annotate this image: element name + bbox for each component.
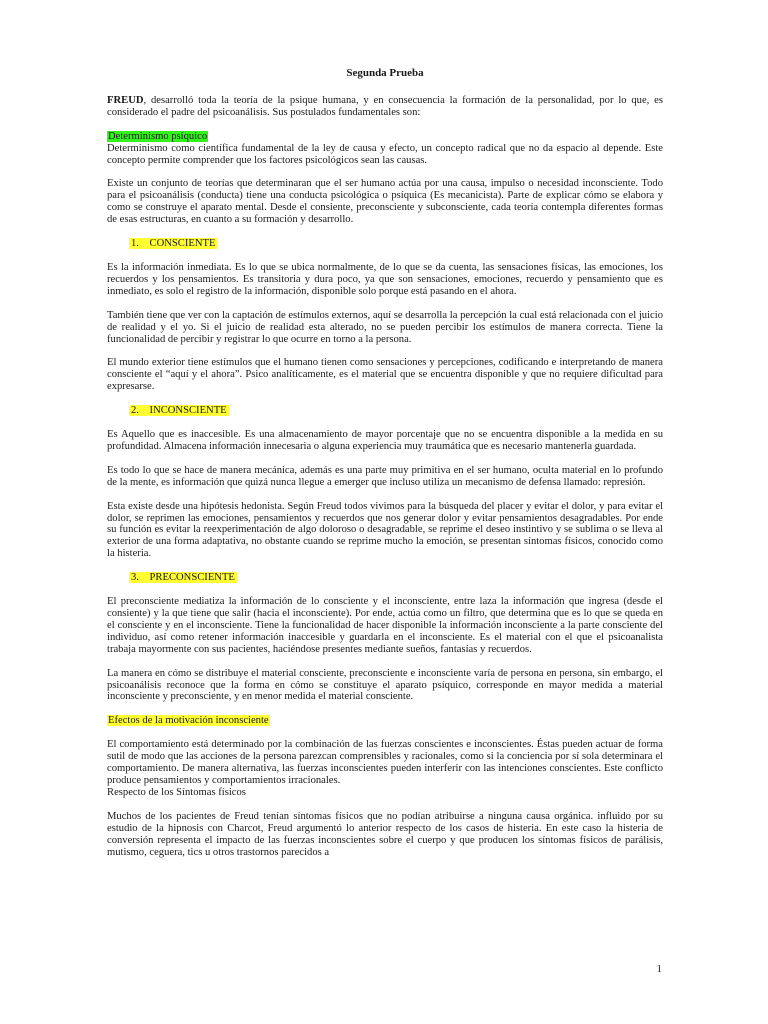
intro-lead: FREUD: [107, 94, 144, 106]
heading-determinismo: [107, 131, 663, 143]
heading-preconsciente: [107, 572, 663, 584]
heading-efectos: [107, 715, 663, 727]
efectos-subheading: Respecto de los Síntomas físicos: [107, 786, 246, 798]
inconsciente-paragraph-1: Es Aquello que es inaccesible. Es una almacenamiento de mayor porcentaje que no se encuentra disponible a la medida en su profundidad. Almacena información innecesaria o alguna experiencia muy traumática que es necesario mantenerla guardada.: [107, 429, 663, 452]
heading-efectos-text: Efectos de la motivación inconsciente: [108, 715, 269, 727]
consciente-paragraph-2: También tiene que ver con la captación de estímulos externos, aquí se desarrolla la percepción la cual está relacionada con el juicio de realidad y el yo. Si el juicio de realidad esta alterado, no se pueden percibir los estímulos de manera correcta. Tiene la funcionalidad de percibir y registrar lo que ocurre en torno a la persona.: [107, 309, 663, 345]
intro-text: , desarrolló toda la teoría de la psique humana, y en consecuencia la formación de la personalidad, por lo que, es considerado el padre del psicoanálisis. Sus postulados fundamentales son:: [107, 94, 663, 118]
consciente-paragraph-3: El mundo exterior tiene estímulos que el humano tienen como sensaciones y percepciones, codificando e interpretando de manera consciente el “aquí y el ahora”. Psico analíticamente, es el material que se encuentra disponible y que no requiere dificultad para expresarse.: [107, 357, 663, 393]
preconsciente-paragraph-2: La manera en cómo se distribuye el material consciente, preconsciente e inconsciente varía de persona en persona, sin embargo, el psicoanálisis reconoce que la forma en cómo se constituye el aparato psíquico, corresponde en mayor medida a material inconsciente y preconsciente, y en menor medida el material consciente.: [107, 667, 663, 703]
consciente-paragraph-1: Es la información inmediata. Es lo que se ubica normalmente, de lo que se da cuenta, las sensaciones físicas, las emociones, los recuerdos y los pensamientos. Es transitoria y dura poco, ya que son sensaciones, emociones, recuerdo y pensamiento que es inmediato, es solo el registro de la información, disponible solo porque está pasando en el ahora.: [107, 261, 663, 297]
heading-inconsciente-text: 2. INCONSCIENTE: [131, 405, 227, 417]
inconsciente-paragraph-3: Esta existe desde una hipótesis hedonista. Según Freud todos vivimos para la búsqueda del placer y evitar el dolor, y para evitar el dolor, se reprimen las emociones, pensamientos y recuerdos que nos generar dolor y evitar pensamientos desagradables. Por ende su función es evitar la reexperimentación de algo doloroso o desagradable, se reprime el deseo instintivo y se sublima o se lleva al exterior de una forma adaptativa, no obstante cuando se reprime mucho la emoción, se presentan síntomas físicos, conocido como la histeria.: [107, 500, 663, 560]
document-title: Segunda Prueba: [346, 67, 424, 79]
efectos-paragraph-1: El comportamiento está determinado por la combinación de las fuerzas conscientes e inconscientes. Éstas pueden actuar de forma sutil de modo que las acciones de la persona parezcan comprensibles y racionales, como si la conciencia por sí sola determinara el comportamiento. De manera alternativa, las fuerzas inconscientes pueden interferir con las intenciones conscientes. Este conflicto produce pensamientos y comportamientos irracionales.: [107, 739, 663, 786]
heading-inconsciente: [107, 405, 663, 417]
inconsciente-paragraph-2: Es todo lo que se hace de manera mecánica, además es una parte muy primitiva en el ser humano, oculta material en lo profundo de la mente, es información que quizá nunca llegue a emerger que incluso utiliza un mecanismo de defensa llamado: represión.: [107, 464, 663, 488]
preconsciente-paragraph-1: El preconsciente mediatiza la información de lo consciente y el inconsciente, entre laza la información que ingresa (desde el consiente) y la que tiene que salir (hacia el inconsciente). Por ende, actúa como un filtro, que determina que es lo que se queda en el consciente y en el inconsciente. Tiene la funcionalidad de hacer disponible la información inconsciente a la parte consciente del individuo, así como retener información inaccesible y guardarla en el inconsciente. Es el material con el que el psicoanalista trabaja mayormente con sus pacientes, haciéndose presentes mediante sueños, fantasías y recuerdos.: [107, 596, 663, 655]
page-number: 1: [656, 963, 662, 975]
heading-determinismo-text: Determinismo psíquico: [108, 130, 208, 142]
heading-consciente: [107, 238, 663, 250]
heading-preconsciente-text: 3. PRECONSCIENTE: [131, 572, 235, 584]
intro-paragraph: [107, 95, 663, 119]
determinismo-paragraph-2: Existe un conjunto de teorías que determinaran que el ser humano actúa por una causa, impulso o necesidad inconsciente. Todo para el psicoanálisis (conducta) tiene una conducta psicológica o psíquica (Es mecanicista). Parte de explicar cómo se elabora y como se construye el aparato mental. Desde el consiente, preconsciente y subconsciente, cada teoría contempla diferentes formas de esas estructuras, en cuanto a su formación y desarrollo.: [107, 178, 663, 226]
efectos-paragraph-2: Muchos de los pacientes de Freud tenían síntomas físicos que no podían atribuirse a ninguna causa orgánica. influido por su estudio de la hipnosis con Charcot, Freud argumentó lo anterior respecto de los casos de histeria. En este caso la histeria de conversión representa el impacto de las fuerzas inconscientes sobre el cuerpo y que producen los síntomas físicos de parálisis, mutismo, ceguera, tics u otros trastornos parecidos a: [107, 810, 663, 858]
heading-consciente-text: 1. CONSCIENTE: [131, 238, 216, 250]
document-page: [107, 68, 663, 870]
determinismo-paragraph-1: Determinismo como científica fundamental de la ley de causa y efecto, un concepto radical que no da espacio al depende. Este concepto permite comprender que los factores psicológicos sean las causas.: [107, 142, 663, 166]
